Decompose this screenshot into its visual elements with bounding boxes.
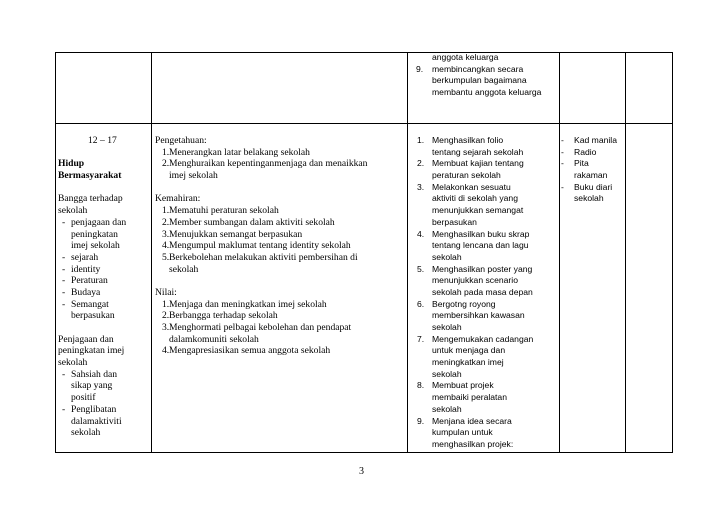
list-marker: 4. [417, 228, 425, 239]
list-marker: 4. [162, 345, 170, 357]
line-text: sekolah [432, 251, 462, 262]
line-text: Semangat [71, 298, 109, 310]
line-text: identity [71, 263, 101, 275]
line-text: Pita [574, 158, 589, 169]
line-text: peningkatan imej [58, 345, 125, 357]
text-line [416, 170, 556, 182]
text-line [58, 264, 150, 276]
text-line [416, 299, 556, 311]
list-marker: 7. [417, 333, 425, 344]
text-line [416, 158, 556, 170]
line-text: berpasukan [432, 216, 477, 227]
line-text: Mematuhi peraturan sekolah [169, 205, 279, 217]
line-text: sekolah [432, 322, 462, 332]
list-marker: 9. [417, 415, 425, 426]
line-text: Menghuraikan kepentinganmenjaga dan menaikkan [169, 158, 368, 170]
table-border-bottom [55, 452, 673, 453]
list-marker: - [62, 251, 66, 263]
list-marker: - [62, 216, 66, 228]
line-text: Kad manila [574, 135, 617, 145]
line-text: Budaya [71, 286, 101, 298]
text-line [416, 75, 556, 87]
line-text: sekolah pada masa depan [432, 286, 533, 297]
text-line [416, 380, 556, 392]
col-border [559, 52, 560, 453]
line-text: Melakonkan sesuatu [432, 181, 511, 192]
line-text: Peraturan [71, 275, 108, 287]
text-line [58, 229, 150, 241]
list-marker: 6. [417, 298, 425, 309]
text-line [58, 240, 150, 252]
text-line [155, 229, 407, 241]
text-line [416, 369, 556, 381]
col-border [55, 52, 56, 453]
table-border-top [55, 52, 673, 53]
text-line [58, 369, 150, 381]
line-text: sekolah [432, 403, 462, 414]
line-text: imej sekolah [71, 240, 120, 252]
text-line [58, 380, 150, 392]
text-line [416, 404, 556, 416]
text-line [155, 310, 407, 322]
col-border [672, 52, 673, 453]
list-marker: 1. [162, 205, 170, 217]
line-text: Menjaga dan meningkatkan imej sekolah [169, 298, 327, 310]
text-line [416, 439, 556, 451]
text-line [155, 170, 407, 182]
text-line [561, 158, 625, 170]
text-line [58, 299, 150, 311]
text-line [416, 345, 556, 357]
line-text: sekolah [432, 368, 462, 379]
text-line [416, 64, 556, 76]
text-line [58, 334, 150, 346]
list-marker: 1. [417, 135, 425, 145]
line-text: Member sumbangan dalam aktiviti sekolah [169, 216, 335, 228]
theme-line: Bermasyarakat [58, 170, 122, 182]
line-text: membincangkan secara [432, 63, 524, 74]
line-text: Menghasilkan poster yang [432, 263, 533, 274]
text-line [155, 275, 407, 287]
line-text: Radio [574, 146, 597, 157]
line-text: tentang lencana dan lagu [432, 240, 529, 251]
list-marker: - [62, 286, 66, 298]
text-line [416, 357, 556, 369]
text-line [416, 322, 556, 334]
line-text: berkumpulan bagaimana [432, 75, 527, 86]
list-marker: 1. [162, 146, 170, 158]
text-line [155, 334, 407, 346]
line-text: Pengetahuan: [155, 135, 207, 146]
page-number: 3 [359, 466, 364, 477]
text-line [155, 299, 407, 311]
text-line [58, 310, 150, 322]
text-line [416, 334, 556, 346]
line-text: penjagaan dan [71, 216, 127, 228]
line-text: Menghasilkan folio [432, 135, 504, 145]
list-marker: 3. [162, 322, 170, 333]
list-marker: - [561, 181, 564, 192]
text-line [58, 357, 150, 369]
list-marker: - [62, 298, 66, 310]
line-text: Sahsiah dan [71, 368, 118, 380]
text-line [58, 205, 150, 217]
line-text: Buku diari [574, 181, 613, 192]
line-text: menunjukkan semangat [432, 205, 524, 216]
text-line [155, 240, 407, 252]
activities-cell [416, 135, 556, 451]
line-text: Penglibatan [71, 403, 117, 415]
line-text: Membuat projek [432, 380, 494, 391]
text-line [416, 193, 556, 205]
line-text: Mengumpul maklumat tentang identity sekolah [169, 240, 351, 252]
text-line [155, 193, 407, 205]
line-text: kumpulan untuk [432, 427, 493, 438]
line-text: sekolah [71, 427, 101, 439]
objectives-cell [155, 135, 407, 357]
line-text: sekolah [58, 357, 88, 369]
list-marker: - [62, 275, 66, 287]
theme-line: Hidup [58, 158, 85, 170]
list-marker: - [561, 146, 564, 157]
topic-cell [58, 135, 150, 439]
text-line [416, 252, 556, 264]
text-line [561, 170, 625, 182]
text-line [155, 135, 407, 147]
text-line [58, 416, 150, 428]
line-text: Bergotng royong [432, 298, 496, 309]
line-text: membersihkan kawasan [432, 310, 525, 321]
text-line [155, 182, 407, 194]
line-text: dalamaktiviti [71, 415, 122, 427]
line-text: sejarah [71, 251, 99, 263]
text-line [416, 205, 556, 217]
list-marker: 4. [162, 240, 170, 252]
text-line [416, 229, 556, 241]
text-line [58, 217, 150, 229]
text-line [58, 322, 150, 334]
line-text: peraturan sekolah [432, 170, 501, 181]
text-line [58, 287, 150, 299]
materials-cell [561, 135, 625, 205]
activities-continued [416, 52, 556, 99]
text-line [58, 275, 150, 287]
row-divider [55, 123, 673, 124]
text-line [416, 217, 556, 229]
text-line [155, 158, 407, 170]
text-line [416, 392, 556, 404]
list-marker: 8. [417, 380, 425, 391]
text-line [58, 427, 150, 439]
text-line [416, 87, 556, 99]
text-line [561, 193, 625, 205]
text-line [416, 240, 556, 252]
text-line [416, 147, 556, 159]
text-line [416, 416, 556, 428]
line-text: aktiviti di sekolah yang [432, 193, 518, 204]
line-text: berpasukan [71, 310, 115, 322]
text-line [58, 345, 150, 357]
list-marker: 2. [162, 310, 170, 322]
line-text: Bangga terhadap [58, 193, 123, 205]
list-marker: - [62, 368, 66, 380]
line-text: meningkatkan imej [432, 357, 504, 368]
text-line [58, 252, 150, 264]
list-marker: - [62, 263, 66, 275]
line-text: menunjukkan scenario [432, 275, 518, 286]
list-marker: 1. [162, 298, 170, 310]
line-text: Berkebolehan melakukan aktiviti pembersihan di [169, 251, 358, 263]
text-line [561, 147, 625, 159]
text-line [155, 345, 407, 357]
list-marker: - [561, 135, 564, 145]
text-line [416, 427, 556, 439]
list-marker: 3. [417, 181, 425, 192]
line-text: Membuat kajian tentang [432, 158, 524, 169]
line-text: menghasilkan projek: [432, 438, 514, 449]
line-text: tentang sejarah sekolah [432, 146, 524, 157]
line-text: Nilai: [155, 286, 177, 298]
line-text: untuk menjaga dan [432, 345, 506, 356]
list-marker: 3. [162, 228, 170, 240]
line-text: Mengemukakan cadangan [432, 333, 534, 344]
line-text: positif [71, 392, 96, 404]
list-marker: 2. [162, 216, 170, 228]
list-marker: 2. [417, 158, 425, 169]
line-text: rakaman [574, 170, 608, 181]
list-marker: - [62, 403, 66, 415]
text-line [561, 182, 625, 194]
line-text: Menujukkan semangat berpasukan [169, 228, 303, 240]
text-line [416, 264, 556, 276]
line-text: sekolah [58, 205, 88, 217]
text-line [416, 275, 556, 287]
list-marker: 2. [162, 158, 170, 170]
list-marker: 5. [417, 263, 425, 274]
text-line [155, 217, 407, 229]
text-line [155, 264, 407, 276]
line-text: Menghormati pelbagai kebolehan dan pendapat [169, 322, 352, 333]
line-text: anggota keluarga [432, 52, 499, 62]
text-line [561, 135, 625, 147]
col-border [151, 52, 152, 453]
line-text: Penjagaan dan [58, 333, 114, 345]
text-line [416, 52, 556, 64]
text-line [416, 287, 556, 299]
line-text: Menerangkan latar belakang sekolah [169, 146, 310, 158]
line-text: membaiki peralatan [432, 392, 507, 403]
line-text: dalamkomuniti sekolah [169, 333, 259, 345]
line-text: Menjana idea secara [432, 415, 512, 426]
list-marker: - [561, 158, 564, 169]
text-line [58, 392, 150, 404]
text-line [155, 287, 407, 299]
text-line [58, 193, 150, 205]
line-text: membantu anggota keluarga [432, 87, 542, 98]
list-marker: 9. [416, 63, 424, 74]
line-text: sekolah [574, 193, 604, 204]
line-text: Berbangga terhadap sekolah [169, 310, 278, 322]
line-text: peningkatan [71, 228, 118, 240]
text-line [416, 135, 556, 147]
line-text: Menghasilkan buku skrap [432, 228, 530, 239]
text-line [416, 182, 556, 194]
text-line [155, 252, 407, 264]
line-text: Mengapresiasikan semua anggota sekolah [169, 345, 331, 357]
line-text: sekolah [169, 263, 199, 275]
week-range: 12 – 17 [88, 135, 117, 146]
list-marker: 5. [162, 251, 170, 263]
text-line [58, 404, 150, 416]
text-line [416, 310, 556, 322]
line-text: Kemahiran: [155, 193, 201, 205]
col-border [407, 52, 408, 453]
line-text: imej sekolah [169, 170, 218, 182]
text-line [155, 147, 407, 159]
text-line [155, 322, 407, 334]
text-line [155, 205, 407, 217]
col-border [625, 52, 626, 453]
line-text: sikap yang [71, 380, 113, 392]
